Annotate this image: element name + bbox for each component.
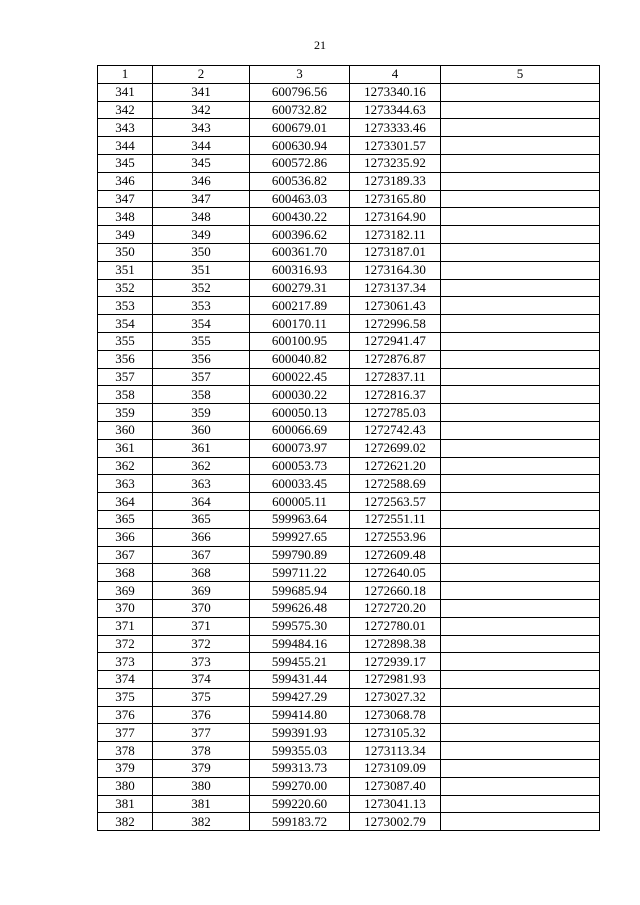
- table-row: [98, 599, 600, 617]
- point-id-cell: 343: [153, 119, 250, 137]
- point-number-cell: 379: [98, 760, 153, 778]
- y-coordinate-cell: 1272660.18: [350, 582, 441, 600]
- note-cell: [441, 190, 600, 208]
- point-id-cell: 370: [153, 599, 250, 617]
- x-coordinate-cell: 600005.11: [250, 493, 350, 511]
- y-coordinate-cell: 1272780.01: [350, 617, 441, 635]
- x-coordinate-cell: 600050.13: [250, 404, 350, 422]
- note-cell: [441, 332, 600, 350]
- point-number-cell: 360: [98, 421, 153, 439]
- table-row: [98, 742, 600, 760]
- y-coordinate-cell: 1273002.79: [350, 813, 441, 831]
- column-header-4: 4: [350, 66, 441, 84]
- note-cell: [441, 724, 600, 742]
- x-coordinate-cell: 599790.89: [250, 546, 350, 564]
- table-row: [98, 439, 600, 457]
- point-number-cell: 381: [98, 795, 153, 813]
- table-row: [98, 190, 600, 208]
- y-coordinate-cell: 1272742.43: [350, 421, 441, 439]
- x-coordinate-cell: 599963.64: [250, 510, 350, 528]
- x-coordinate-cell: 600361.70: [250, 243, 350, 261]
- point-id-cell: 363: [153, 475, 250, 493]
- note-cell: [441, 439, 600, 457]
- note-cell: [441, 493, 600, 511]
- point-number-cell: 362: [98, 457, 153, 475]
- point-number-cell: 366: [98, 528, 153, 546]
- point-number-cell: 342: [98, 101, 153, 119]
- point-id-cell: 368: [153, 564, 250, 582]
- table-row: [98, 582, 600, 600]
- table-row: [98, 475, 600, 493]
- table-row: [98, 350, 600, 368]
- table-row: [98, 261, 600, 279]
- x-coordinate-cell: 599484.16: [250, 635, 350, 653]
- point-id-cell: 360: [153, 421, 250, 439]
- y-coordinate-cell: 1272563.57: [350, 493, 441, 511]
- note-cell: [441, 617, 600, 635]
- point-number-cell: 364: [98, 493, 153, 511]
- column-header-3: 3: [250, 66, 350, 84]
- table-row: [98, 243, 600, 261]
- table-row: [98, 760, 600, 778]
- x-coordinate-cell: 600679.01: [250, 119, 350, 137]
- x-coordinate-cell: 600796.56: [250, 83, 350, 101]
- point-id-cell: 375: [153, 688, 250, 706]
- note-cell: [441, 208, 600, 226]
- x-coordinate-cell: 600100.95: [250, 332, 350, 350]
- point-id-cell: 379: [153, 760, 250, 778]
- point-number-cell: 371: [98, 617, 153, 635]
- y-coordinate-cell: 1273182.11: [350, 226, 441, 244]
- note-cell: [441, 528, 600, 546]
- point-number-cell: 377: [98, 724, 153, 742]
- y-coordinate-cell: 1273137.34: [350, 279, 441, 297]
- note-cell: [441, 226, 600, 244]
- x-coordinate-cell: 600732.82: [250, 101, 350, 119]
- point-id-cell: 346: [153, 172, 250, 190]
- y-coordinate-cell: 1273340.16: [350, 83, 441, 101]
- point-id-cell: 356: [153, 350, 250, 368]
- x-coordinate-cell: 600630.94: [250, 137, 350, 155]
- x-coordinate-cell: 600073.97: [250, 439, 350, 457]
- table-row: [98, 528, 600, 546]
- point-id-cell: 350: [153, 243, 250, 261]
- point-id-cell: 355: [153, 332, 250, 350]
- y-coordinate-cell: 1273344.63: [350, 101, 441, 119]
- point-id-cell: 369: [153, 582, 250, 600]
- point-id-cell: 376: [153, 706, 250, 724]
- note-cell: [441, 706, 600, 724]
- point-id-cell: 377: [153, 724, 250, 742]
- y-coordinate-cell: 1273333.46: [350, 119, 441, 137]
- point-number-cell: 373: [98, 653, 153, 671]
- y-coordinate-cell: 1273301.57: [350, 137, 441, 155]
- note-cell: [441, 350, 600, 368]
- point-id-cell: 373: [153, 653, 250, 671]
- point-number-cell: 353: [98, 297, 153, 315]
- note-cell: [441, 386, 600, 404]
- point-id-cell: 374: [153, 671, 250, 689]
- note-cell: [441, 777, 600, 795]
- x-coordinate-cell: 600396.62: [250, 226, 350, 244]
- point-number-cell: 348: [98, 208, 153, 226]
- table-row: [98, 279, 600, 297]
- note-cell: [441, 315, 600, 333]
- table-row: [98, 226, 600, 244]
- point-id-cell: 362: [153, 457, 250, 475]
- point-number-cell: 378: [98, 742, 153, 760]
- y-coordinate-cell: 1272941.47: [350, 332, 441, 350]
- table-row: [98, 653, 600, 671]
- y-coordinate-cell: 1272785.03: [350, 404, 441, 422]
- point-number-cell: 354: [98, 315, 153, 333]
- x-coordinate-cell: 600217.89: [250, 297, 350, 315]
- x-coordinate-cell: 600170.11: [250, 315, 350, 333]
- table-row: [98, 777, 600, 795]
- note-cell: [441, 243, 600, 261]
- x-coordinate-cell: 599626.48: [250, 599, 350, 617]
- point-number-cell: 369: [98, 582, 153, 600]
- y-coordinate-cell: 1272837.11: [350, 368, 441, 386]
- x-coordinate-cell: 600066.69: [250, 421, 350, 439]
- point-id-cell: 352: [153, 279, 250, 297]
- column-header-1: 1: [98, 66, 153, 84]
- table-body: [98, 83, 600, 830]
- note-cell: [441, 742, 600, 760]
- table-row: [98, 546, 600, 564]
- point-id-cell: 342: [153, 101, 250, 119]
- y-coordinate-cell: 1272699.02: [350, 439, 441, 457]
- x-coordinate-cell: 599927.65: [250, 528, 350, 546]
- point-id-cell: 347: [153, 190, 250, 208]
- point-id-cell: 361: [153, 439, 250, 457]
- note-cell: [441, 599, 600, 617]
- x-coordinate-cell: 600536.82: [250, 172, 350, 190]
- point-id-cell: 357: [153, 368, 250, 386]
- y-coordinate-cell: 1273061.43: [350, 297, 441, 315]
- note-cell: [441, 404, 600, 422]
- table-row: [98, 617, 600, 635]
- table-row: [98, 706, 600, 724]
- y-coordinate-cell: 1272640.05: [350, 564, 441, 582]
- point-number-cell: 367: [98, 546, 153, 564]
- y-coordinate-cell: 1273105.32: [350, 724, 441, 742]
- point-number-cell: 365: [98, 510, 153, 528]
- y-coordinate-cell: 1273027.32: [350, 688, 441, 706]
- x-coordinate-cell: 599183.72: [250, 813, 350, 831]
- point-id-cell: 366: [153, 528, 250, 546]
- point-number-cell: 380: [98, 777, 153, 795]
- point-number-cell: 350: [98, 243, 153, 261]
- point-number-cell: 352: [98, 279, 153, 297]
- point-id-cell: 364: [153, 493, 250, 511]
- point-id-cell: 348: [153, 208, 250, 226]
- table-row: [98, 368, 600, 386]
- x-coordinate-cell: 600572.86: [250, 154, 350, 172]
- y-coordinate-cell: 1273068.78: [350, 706, 441, 724]
- point-id-cell: 358: [153, 386, 250, 404]
- y-coordinate-cell: 1273164.30: [350, 261, 441, 279]
- point-id-cell: 353: [153, 297, 250, 315]
- y-coordinate-cell: 1272816.37: [350, 386, 441, 404]
- y-coordinate-cell: 1273164.90: [350, 208, 441, 226]
- table-row: [98, 208, 600, 226]
- table-row: [98, 154, 600, 172]
- table-row: [98, 671, 600, 689]
- y-coordinate-cell: 1273165.80: [350, 190, 441, 208]
- y-coordinate-cell: 1273235.92: [350, 154, 441, 172]
- x-coordinate-cell: 600033.45: [250, 475, 350, 493]
- y-coordinate-cell: 1272621.20: [350, 457, 441, 475]
- x-coordinate-cell: 599455.21: [250, 653, 350, 671]
- x-coordinate-cell: 600279.31: [250, 279, 350, 297]
- table-row: [98, 421, 600, 439]
- note-cell: [441, 582, 600, 600]
- point-number-cell: 382: [98, 813, 153, 831]
- x-coordinate-cell: 599711.22: [250, 564, 350, 582]
- table-header: [98, 66, 600, 84]
- point-number-cell: 375: [98, 688, 153, 706]
- x-coordinate-cell: 600040.82: [250, 350, 350, 368]
- column-header-2: 2: [153, 66, 250, 84]
- y-coordinate-cell: 1272609.48: [350, 546, 441, 564]
- y-coordinate-cell: 1273041.13: [350, 795, 441, 813]
- x-coordinate-cell: 599391.93: [250, 724, 350, 742]
- point-id-cell: 349: [153, 226, 250, 244]
- note-cell: [441, 297, 600, 315]
- y-coordinate-cell: 1272996.58: [350, 315, 441, 333]
- point-id-cell: 381: [153, 795, 250, 813]
- table-row: [98, 635, 600, 653]
- x-coordinate-cell: 599270.00: [250, 777, 350, 795]
- page-number: 21: [314, 38, 326, 52]
- note-cell: [441, 671, 600, 689]
- table-row: [98, 137, 600, 155]
- note-cell: [441, 83, 600, 101]
- note-cell: [441, 457, 600, 475]
- note-cell: [441, 760, 600, 778]
- note-cell: [441, 261, 600, 279]
- table-row: [98, 404, 600, 422]
- point-id-cell: 372: [153, 635, 250, 653]
- note-cell: [441, 510, 600, 528]
- point-number-cell: 374: [98, 671, 153, 689]
- point-id-cell: 354: [153, 315, 250, 333]
- table-row: [98, 297, 600, 315]
- y-coordinate-cell: 1272898.38: [350, 635, 441, 653]
- table-row: [98, 493, 600, 511]
- point-number-cell: 345: [98, 154, 153, 172]
- y-coordinate-cell: 1273109.09: [350, 760, 441, 778]
- table-row: [98, 457, 600, 475]
- table-row: [98, 172, 600, 190]
- table-row: [98, 119, 600, 137]
- x-coordinate-cell: 600463.03: [250, 190, 350, 208]
- point-number-cell: 376: [98, 706, 153, 724]
- x-coordinate-cell: 600316.93: [250, 261, 350, 279]
- note-cell: [441, 475, 600, 493]
- table-row: [98, 724, 600, 742]
- table-row: [98, 813, 600, 831]
- point-number-cell: 372: [98, 635, 153, 653]
- note-cell: [441, 564, 600, 582]
- point-number-cell: 358: [98, 386, 153, 404]
- table-row: [98, 510, 600, 528]
- y-coordinate-cell: 1273187.01: [350, 243, 441, 261]
- x-coordinate-cell: 600430.22: [250, 208, 350, 226]
- x-coordinate-cell: 599431.44: [250, 671, 350, 689]
- x-coordinate-cell: 599313.73: [250, 760, 350, 778]
- point-number-cell: 357: [98, 368, 153, 386]
- note-cell: [441, 137, 600, 155]
- note-cell: [441, 172, 600, 190]
- y-coordinate-cell: 1272551.11: [350, 510, 441, 528]
- y-coordinate-cell: 1272720.20: [350, 599, 441, 617]
- note-cell: [441, 421, 600, 439]
- table-row: [98, 795, 600, 813]
- note-cell: [441, 101, 600, 119]
- point-id-cell: 378: [153, 742, 250, 760]
- point-id-cell: 351: [153, 261, 250, 279]
- point-id-cell: 371: [153, 617, 250, 635]
- point-id-cell: 367: [153, 546, 250, 564]
- point-number-cell: 343: [98, 119, 153, 137]
- point-number-cell: 349: [98, 226, 153, 244]
- x-coordinate-cell: 600022.45: [250, 368, 350, 386]
- table-row: [98, 83, 600, 101]
- header-row: [98, 66, 600, 84]
- x-coordinate-cell: 599575.30: [250, 617, 350, 635]
- point-number-cell: 363: [98, 475, 153, 493]
- x-coordinate-cell: 599685.94: [250, 582, 350, 600]
- note-cell: [441, 813, 600, 831]
- note-cell: [441, 368, 600, 386]
- point-id-cell: 345: [153, 154, 250, 172]
- y-coordinate-cell: 1273189.33: [350, 172, 441, 190]
- y-coordinate-cell: 1272553.96: [350, 528, 441, 546]
- x-coordinate-cell: 600030.22: [250, 386, 350, 404]
- point-number-cell: 347: [98, 190, 153, 208]
- coordinates-table: [97, 65, 600, 831]
- note-cell: [441, 546, 600, 564]
- table-row: [98, 101, 600, 119]
- note-cell: [441, 154, 600, 172]
- y-coordinate-cell: 1272939.17: [350, 653, 441, 671]
- table-row: [98, 688, 600, 706]
- note-cell: [441, 279, 600, 297]
- point-number-cell: 346: [98, 172, 153, 190]
- x-coordinate-cell: 600053.73: [250, 457, 350, 475]
- point-number-cell: 344: [98, 137, 153, 155]
- x-coordinate-cell: 599220.60: [250, 795, 350, 813]
- column-header-5: 5: [441, 66, 600, 84]
- point-id-cell: 380: [153, 777, 250, 795]
- y-coordinate-cell: 1273087.40: [350, 777, 441, 795]
- point-id-cell: 359: [153, 404, 250, 422]
- table-row: [98, 386, 600, 404]
- note-cell: [441, 635, 600, 653]
- point-number-cell: 351: [98, 261, 153, 279]
- y-coordinate-cell: 1272876.87: [350, 350, 441, 368]
- point-id-cell: 365: [153, 510, 250, 528]
- point-id-cell: 344: [153, 137, 250, 155]
- note-cell: [441, 119, 600, 137]
- x-coordinate-cell: 599355.03: [250, 742, 350, 760]
- x-coordinate-cell: 599427.29: [250, 688, 350, 706]
- note-cell: [441, 795, 600, 813]
- point-number-cell: 361: [98, 439, 153, 457]
- point-number-cell: 370: [98, 599, 153, 617]
- point-number-cell: 341: [98, 83, 153, 101]
- table-row: [98, 332, 600, 350]
- table-row: [98, 315, 600, 333]
- point-id-cell: 341: [153, 83, 250, 101]
- table-row: [98, 564, 600, 582]
- point-id-cell: 382: [153, 813, 250, 831]
- y-coordinate-cell: 1273113.34: [350, 742, 441, 760]
- note-cell: [441, 653, 600, 671]
- y-coordinate-cell: 1272981.93: [350, 671, 441, 689]
- point-number-cell: 356: [98, 350, 153, 368]
- point-number-cell: 355: [98, 332, 153, 350]
- note-cell: [441, 688, 600, 706]
- point-number-cell: 359: [98, 404, 153, 422]
- x-coordinate-cell: 599414.80: [250, 706, 350, 724]
- point-number-cell: 368: [98, 564, 153, 582]
- y-coordinate-cell: 1272588.69: [350, 475, 441, 493]
